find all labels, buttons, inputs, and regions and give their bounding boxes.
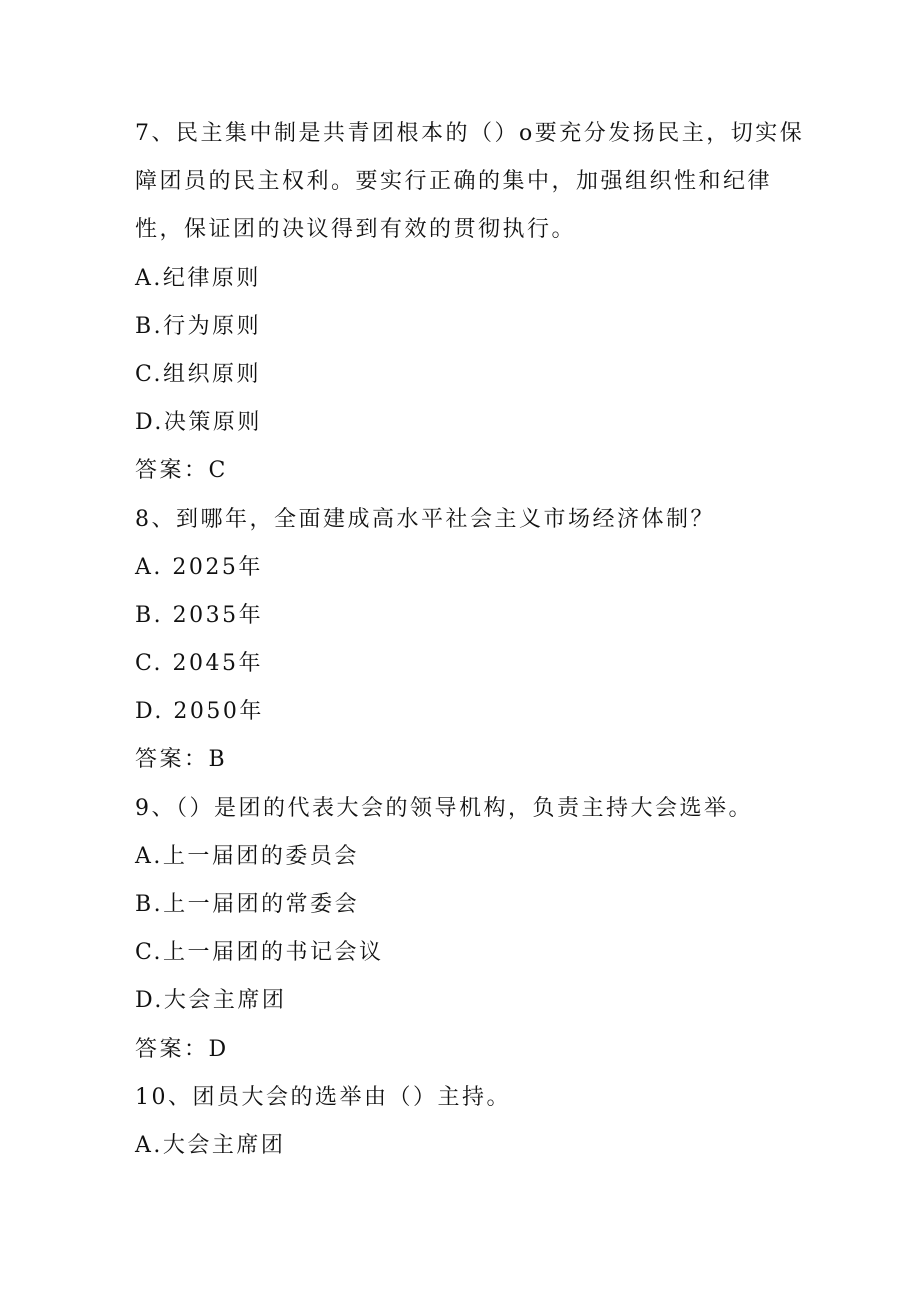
answer-9: 答案：D — [135, 1036, 229, 1062]
question-stem-line: 性，保证团的决议得到有效的贯彻执行。 — [135, 217, 577, 243]
option-d: D. 2050年 — [135, 699, 264, 725]
question-stem-line: 障团员的民主权利。要实行正确的集中，加强组织性和纪律 — [135, 169, 773, 195]
question-list — [135, 110, 805, 1170]
option-a: A.纪律原则 — [135, 265, 261, 291]
option-d: D.决策原则 — [135, 410, 262, 436]
option-c: C. 2045年 — [135, 651, 264, 677]
answer-7: 答案：C — [135, 458, 228, 484]
question-stem-line: 10、团员大会的选举由（）主持。 — [135, 1084, 511, 1110]
option-a: A. 2025年 — [135, 554, 263, 580]
option-c: C.组织原则 — [135, 361, 262, 387]
option-b: B.上一届团的常委会 — [135, 892, 360, 917]
question-stem-line: 8、到哪年，全面建成高水平社会主义市场经济体制？ — [135, 506, 715, 532]
answer-8: 答案：B — [135, 747, 228, 773]
question-stem-9 — [135, 785, 775, 833]
option-d: D.大会主席团 — [135, 988, 287, 1014]
option-a: A.大会主席团 — [135, 1132, 286, 1158]
question-stem-10 — [135, 1074, 775, 1122]
option-b: B. 2035年 — [135, 602, 264, 628]
question-stem-line: 7、民主集中制是共青团根本的（）o要充分发扬民主，切实保 — [135, 121, 805, 146]
question-stem-7 — [135, 110, 805, 255]
option-b: B.行为原则 — [135, 313, 262, 339]
option-a: A.上一届团的委员会 — [135, 843, 359, 869]
option-c: C.上一届团的书记会议 — [135, 940, 384, 966]
question-stem-8 — [135, 496, 775, 544]
question-stem-line: 9、（）是团的代表大会的领导机构，负责主持大会选举。 — [135, 795, 753, 821]
